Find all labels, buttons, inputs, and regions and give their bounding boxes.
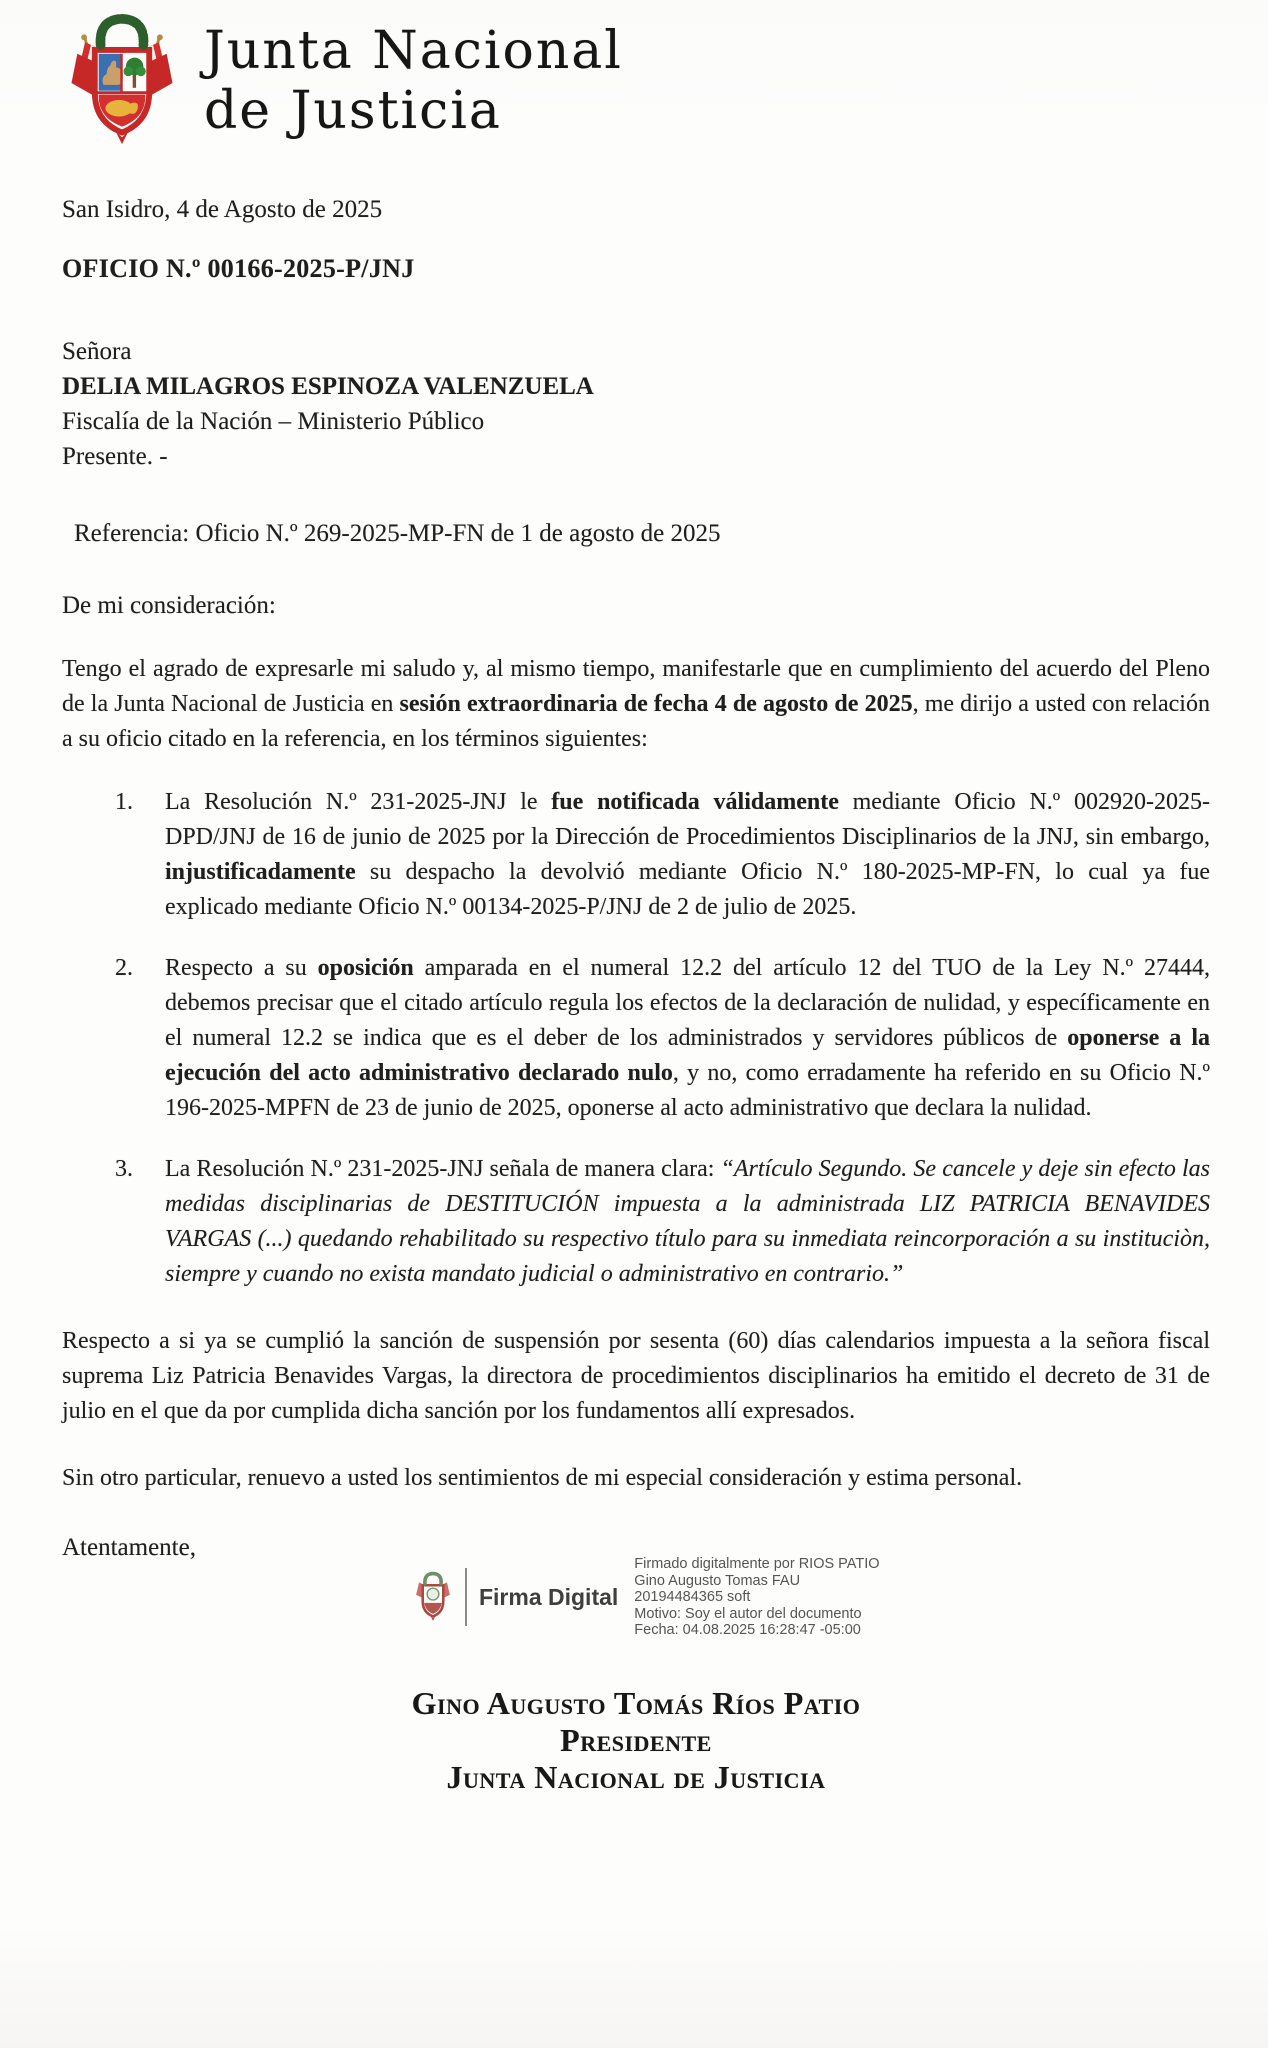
firma-digital-label: Firma Digital: [478, 1583, 619, 1610]
signatory-name: Gino Augusto Tomás Ríos Patio: [411, 1684, 861, 1721]
item-number: 1.: [115, 789, 133, 815]
list-item: [62, 951, 1210, 1126]
recipient-block: [62, 334, 1210, 474]
recipient-name: DELIA MILAGROS ESPINOZA VALENZUELA: [62, 373, 594, 400]
list-item: [62, 1152, 1210, 1292]
recipient-institution: Fiscalía de la Nación – Ministerio Público: [62, 408, 485, 435]
firma-digital-coat-of-arms-icon: [411, 1571, 455, 1623]
digital-signature-stamp: [411, 1556, 880, 1639]
signatory-organization: Junta Nacional de Justicia: [446, 1758, 826, 1795]
farewell: Atentamente,: [62, 1534, 196, 1561]
farewell-row: [62, 1534, 1210, 1639]
reference-line: Referencia: Oficio N.º 269-2025-MP-FN de 1 de agosto de 2025: [74, 520, 721, 547]
firma-detail-line: Motivo: Soy el autor del documento: [634, 1605, 862, 1622]
firma-detail-line: Firmado digitalmente por RIOS PATIO: [634, 1556, 880, 1572]
numbered-list: [62, 785, 1210, 1292]
firma-detail-line: Fecha: 04.08.2025 16:28:47 -05:00: [634, 1622, 861, 1638]
recipient-salutation: Señora: [62, 338, 132, 365]
org-name: [204, 21, 623, 141]
intro-paragraph: Tengo el agrado de expresarle mi saludo y, al mismo tiempo, manifestarle que en cumplimiento del acuerdo del Pleno de la Junta Nacional de Justicia en sesión extraordinaria de fecha 4 de agosto de 2025, me dirijo a usted con relación a su oficio citado en la referencia, en los términos siguientes:: [62, 656, 1210, 752]
item-text: Respecto a su oposición amparada en el numeral 12.2 del artículo 12 del TUO de la Ley N.º 27444, debemos precisar que el citado artículo regula los efectos de la declaración de nulidad, y específicamente en el numeral 12.2 se indica que es el deber de los administrados y servidores públicos de oponerse a la ejecución del acto administrativo declarado nulo, y no, como erradamente ha referido en su Oficio N.º 196-2025-MPFN de 23 de junio de 2025, oponerse al acto administrativo que declara la nulidad.: [165, 955, 1210, 1121]
firma-detail-line: Gino Augusto Tomas FAU: [634, 1572, 801, 1589]
letterhead: [62, 10, 1210, 152]
greeting-line: De mi consideración:: [62, 592, 276, 619]
org-name-line2: de Justicia: [204, 81, 502, 141]
closing-paragraph: Respecto a si ya se cumplió la sanción de suspensión por sesenta (60) días calendarios impuesta a la señora fiscal suprema Liz Patricia Benavides Vargas, la directora de procedimientos disciplinarios ha emitido el decreto de 31 de julio en el que da por cumplida dicha sanción por los fundamentos allí expresados.: [62, 1328, 1210, 1424]
signatory-title: Presidente: [560, 1721, 712, 1758]
firma-detail-line: 20194484365 soft: [634, 1589, 751, 1605]
firma-details: [634, 1556, 879, 1639]
closing-paragraph: Sin otro particular, renuevo a usted los sentimientos de mi especial consideración y estima personal.: [62, 1465, 1023, 1491]
recipient-presente: Presente. -: [62, 443, 168, 470]
date-line: San Isidro, 4 de Agosto de 2025: [62, 196, 383, 223]
firma-separator: [465, 1568, 467, 1626]
org-name-line1: Junta Nacional: [204, 21, 623, 81]
list-item: [62, 785, 1210, 925]
item-number: 3.: [115, 1156, 133, 1182]
signatory-block: [62, 1685, 1210, 1796]
item-text: La Resolución N.º 231-2025-JNJ señala de manera clara: “Artículo Segundo. Se cancele y deje sin efecto las medidas disciplinarias de DESTITUCIÓN impuesta a la administrada LIZ PATRICIA BENAVIDES VARGAS (...) quedando rehabilitado su respectivo título para su inmediata reincorporación a su instituciòn, siempre y cuando no exista mandato judicial o administrativo en contrario.”: [165, 1156, 1210, 1287]
oficio-number: OFICIO N.º 00166-2025-P/JNJ: [62, 254, 415, 283]
item-text: La Resolución N.º 231-2025-JNJ le fue notificada válidamente mediante Oficio N.º 002920-2025-DPD/JNJ de 16 de junio de 2025 por la Dirección de Procedimientos Disciplinarios de la JNJ, sin embargo, injustificadamente su despacho la devolvió mediante Oficio N.º 180-2025-MP-FN, lo cual ya fue explicado mediante Oficio N.º 00134-2025-P/JNJ de 2 de julio de 2025.: [165, 789, 1210, 920]
peru-coat-of-arms-icon: [62, 13, 182, 149]
item-number: 2.: [115, 955, 133, 981]
